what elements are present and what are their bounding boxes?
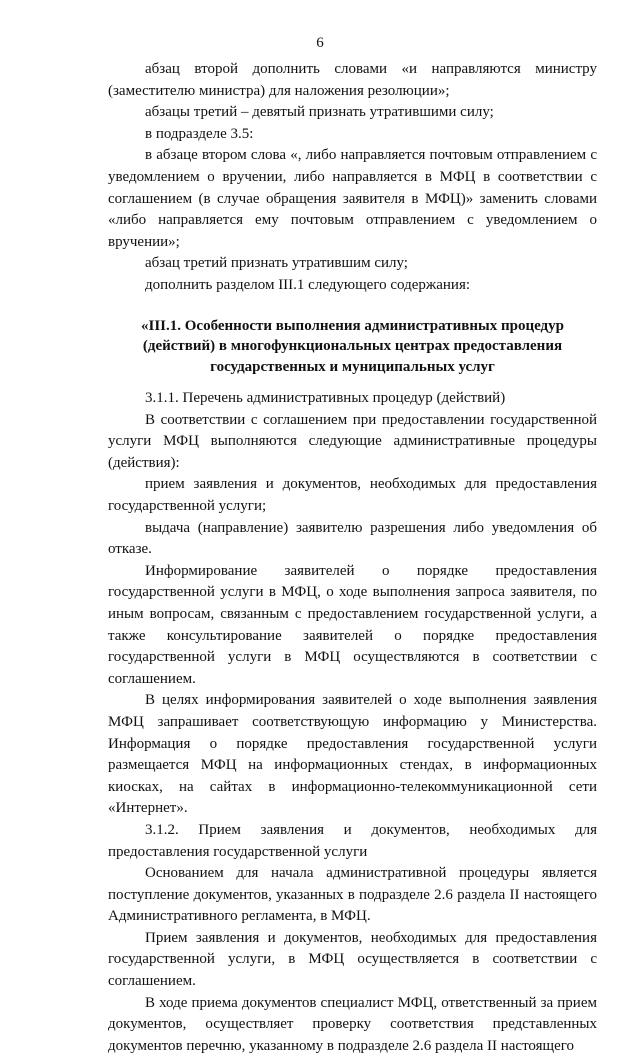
paragraph: Информирование заявителей о порядке предоставления государственной услуги в МФЦ, о ходе выполнения запроса заявителя, по иным вопросам, связанным с предоставлением государственной услуги, а также консультирование заявителей о порядке предоставления государственной услуги в МФЦ осуществляются в соответствии с соглашением.	[108, 562, 597, 687]
paragraph: в абзаце втором слова «, либо направляется почтовым отправлением с уведомлением о вручении, либо направляется в МФЦ в соответствии с соглашением (в случае обращения заявителя в МФЦ)» заменить словами «либо направляется ему почтовым отправлением с уведомлением о вручении»;	[108, 147, 597, 250]
document-body	[108, 59, 597, 1057]
paragraph: В ходе приема документов специалист МФЦ, ответственный за прием документов, осуществляет проверку соответствия представленных документов перечню, указанному в подразделе 2.6 раздела II настоящего	[108, 994, 597, 1054]
paragraph: В соответствии с соглашением при предоставлении государственной услуги МФЦ выполняются следующие административные процедуры (действия):	[108, 411, 597, 471]
paragraph: абзац второй дополнить словами «и направляются министру (заместителю министра) для наложения резолюции»;	[108, 61, 597, 99]
paragraph: дополнить разделом III.1 следующего содержания:	[145, 276, 471, 293]
paragraph: в подразделе 3.5:	[145, 125, 254, 142]
page-number: 6	[316, 35, 324, 51]
paragraph: прием заявления и документов, необходимых для предоставления государственной услуги;	[108, 476, 597, 514]
paragraph: абзацы третий – девятый признать утратившими силу;	[145, 104, 494, 121]
paragraph: выдача (направление) заявителю разрешения либо уведомления об отказе.	[108, 519, 597, 558]
subsection-title: 3.1.1. Перечень административных процедур (действий)	[145, 390, 506, 407]
paragraph: Основанием для начала административной процедуры является поступление документов, указанных в подразделе 2.6 раздела II настоящего Административного регламента, в МФЦ.	[108, 865, 597, 925]
paragraph: абзац третий признать утратившим силу;	[145, 255, 408, 272]
subsection-title: 3.1.2. Прием заявления и документов, необходимых для предоставления государственной услуги	[108, 821, 597, 860]
paragraph: Прием заявления и документов, необходимых для предоставления государственной услуги, в МФЦ осуществляется в соответствии с соглашением.	[108, 929, 597, 990]
paragraph: В целях информирования заявителей о ходе выполнения заявления МФЦ запрашивает соответствующую информацию у Министерства. Информация о порядке предоставления государственной услуги размещается МФЦ на информационных стендах, в информационных киосках, на сайтах в информационно-телекоммуникационной сети «Интернет».	[108, 692, 597, 817]
section-heading: «III.1. Особенности выполнения административных процедур (действий) в многофункциональных центрах предоставления государственных и муниципальных услуг	[140, 317, 564, 375]
